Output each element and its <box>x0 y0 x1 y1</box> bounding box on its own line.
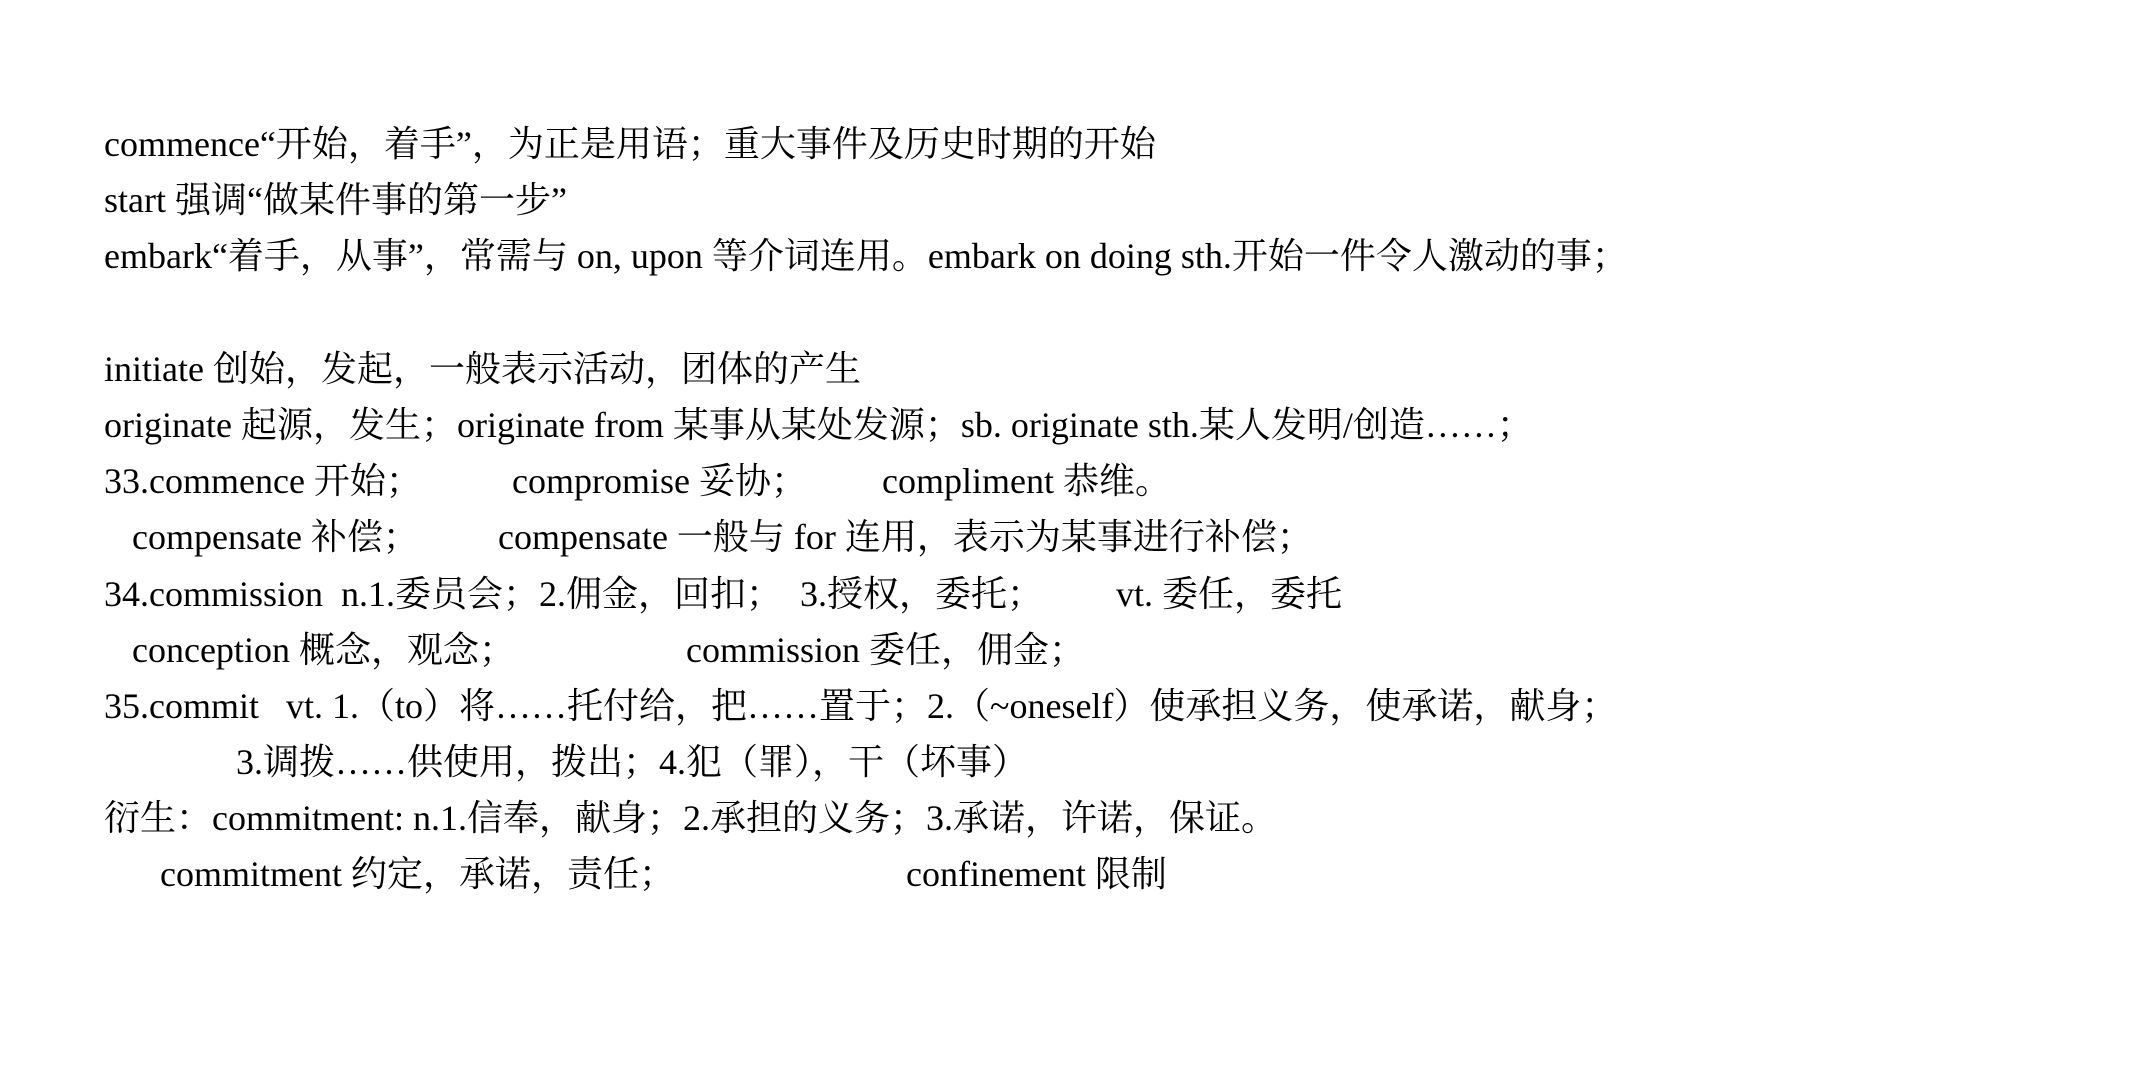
text-line-derivation: 衍生：commitment: n.1.信奉，献身；2.承担的义务；3.承诺，许诺，保证。 <box>104 798 1277 838</box>
entry-compromise: compromise 妥协； <box>512 461 807 501</box>
text-line-35: 35.commit vt. 1.（to）将……托付给，把……置于；2.（~oneself）使承担义务，使承诺，献身； <box>104 686 1618 726</box>
entry-commission: commission 委任，佣金； <box>686 630 1086 670</box>
text-line-35-continued: 3.调拨……供使用，拨出；4.犯（罪），干（坏事） <box>236 742 1029 782</box>
entry-commission-noun: 34.commission n.1.委员会；2.佣金，回扣； 3.授权，委托； <box>104 574 1044 614</box>
entry-commission-verb: vt. 委任，委托 <box>1116 574 1343 614</box>
entry-commence: 33.commence 开始； <box>104 461 422 501</box>
entry-conception: conception 概念，观念； <box>132 630 515 670</box>
entry-compensate: compensate 补偿； <box>132 517 419 557</box>
text-line-33 <box>104 453 1171 509</box>
text-line-commitment <box>160 846 1167 902</box>
entry-compensate-usage: compensate 一般与 for 连用，表示为某事进行补偿； <box>498 517 1313 557</box>
text-line-initiate: initiate 创始，发起，一般表示活动，团体的产生 <box>104 349 861 389</box>
text-line-originate: originate 起源，发生；originate from 某事从某处发源；sb. originate sth.某人发明/创造……； <box>104 405 1533 445</box>
text-line-embark: embark“着手，从事”，常需与 on, upon 等介词连用。embark on doing sth.开始一件令人激动的事； <box>104 236 1628 276</box>
entry-confinement: confinement 限制 <box>906 854 1167 894</box>
text-line-start: start 强调“做某件事的第一步” <box>104 180 567 220</box>
entry-compliment: compliment 恭维。 <box>882 461 1171 501</box>
text-line-conception <box>132 622 1086 678</box>
entry-commitment: commitment 约定，承诺，责任； <box>160 854 675 894</box>
text-line-34 <box>104 566 1343 622</box>
text-line-compensate <box>132 509 1313 565</box>
text-line-commence: commence“开始，着手”，为正是用语；重大事件及历史时期的开始 <box>104 124 1156 164</box>
